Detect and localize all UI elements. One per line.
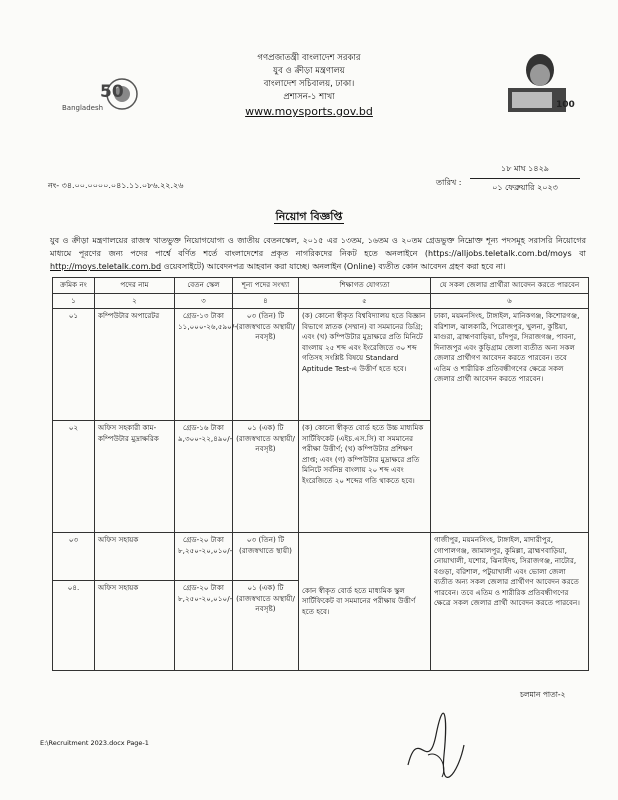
header-govt: গণপ্রজাতন্ত্রী বাংলাদেশ সরকার <box>257 53 361 63</box>
table-row <box>53 309 589 421</box>
row-post: অফিস সহায়ক <box>95 581 175 671</box>
column-number-row <box>53 293 589 309</box>
continued-page-note: চলমান পাতা-২ <box>520 690 566 699</box>
row-serial: ০১ <box>53 309 95 421</box>
col-number: ৪ <box>233 293 299 309</box>
row-districts: ঢাকা, ময়মনসিংহ, টাঙ্গাইল, মানিকগঞ্জ, কিশোরগঞ্জ, বরিশাল, ঝালকাঠি, পিরোজপুর, খুলনা, কুষ্টিয়া, মাগুরা, ব্রাহ্মণবাড়িয়া, চাঁদপুর, সিরাজগঞ্জ, পাবনা, দিনাজপুর এবং কুড়িগ্রাম জেলা ব্যতীত অন্য সকল জেলার প্রার্থীগণ আবেদন করতে পারবেন। তবে এতিম ও শারীরিক প্রতিবন্ধীগণের ক্ষেত্রে সকল জেলার প্রার্থী আবেদন করতে পারবেন। <box>431 309 589 533</box>
col-number: ৩ <box>175 293 233 309</box>
memo-number: নং- ৩৪.০০.০০০০.০৪১.১১.০৮৬.২২.২৬ <box>48 181 184 190</box>
intro-paragraph <box>50 234 586 273</box>
col-number: ৬ <box>431 293 589 309</box>
col-number: ১ <box>53 293 95 309</box>
logo-left-text: Bangladesh <box>62 104 104 112</box>
row-scale: গ্রেড-২০ টাকা ৮,২৫০-২০,০১০/- <box>175 533 233 581</box>
signature-scribble <box>398 705 478 785</box>
col-header: ক্রমিক নং <box>53 278 95 294</box>
row-serial: ০৪. <box>53 581 95 671</box>
vacancy-table <box>52 277 589 671</box>
logo-50-number: 50 <box>100 82 124 102</box>
teletalk-link[interactable]: http://moys.teletalk.com.bd <box>50 262 162 271</box>
page-title: নিয়োগ বিজ্ঞপ্তি <box>275 210 343 223</box>
row-vacancy: ০৩ (তিন) টি (রাজস্বখাতে অস্থায়ী/ নবসৃষ্ট) <box>233 309 299 421</box>
row-post: অফিস সহায়ক <box>95 533 175 581</box>
header-section: প্রশাসন-১ শাখা <box>283 92 335 102</box>
row-qualification: (ক) কোনো স্বীকৃত বোর্ড হতে উচ্চ মাধ্যমিক সার্টিফিকেট (এইচ.এস.সি) বা সমমানের পরীক্ষা উত্তীর্ণ; (খ) কম্পিউটার প্রশিক্ষণ প্রাপ্ত; এবং (গ) কম্পিউটার মুদ্রাক্ষরে প্রতি মিনিটে সর্বনিম্ন বাংলায় ২০ শব্দ এবং ইংরেজিতে ২০ শব্দের গতি থাকতে হবে। <box>299 421 431 533</box>
row-qualification: কোন স্বীকৃত বোর্ড হতে মাধ্যমিক স্কুল সার্টিফিকেট বা সমমানের পরীক্ষায় উত্তীর্ণ হতে হবে। <box>299 533 431 671</box>
date-english: ০১ ফেব্রুয়ারি ২০২৩ <box>492 183 558 192</box>
row-post: কম্পিউটার অপারেটর <box>95 309 175 421</box>
row-districts: গাজীপুর, ময়মনসিংহ, টাঙ্গাইল, মাদারীপুর, গোপালগঞ্জ, জামালপুর, কুমিল্লা, ব্রাহ্মণবাড়িয়া, নোয়াখালী, যশোর, ঝিনাইদহ, সিরাজগঞ্জ, নাটোর, বগুড়া, বরিশাল, পটুয়াখালী এবং ভোলা জেলা ব্যতীত অন্য সকল জেলার প্রার্থীগণ আবেদন করতে পারবেন। তবে এতিম ও শারীরিক প্রতিবন্ধীগণের ক্ষেত্রে সকল জেলার প্রার্থী আবেদন করতে পারবেন। <box>431 533 589 671</box>
date-bangla: ১৮ মাঘ ১৪২৯ <box>470 163 580 179</box>
row-vacancy: ০১ (এক) টি (রাজস্বখাতে অস্থায়ী/ নবসৃষ্ট) <box>233 421 299 533</box>
row-serial: ০২ <box>53 421 95 533</box>
row-qualification: (ক) কোনো স্বীকৃত বিশ্ববিদ্যালয় হতে বিজ্ঞান বিভাগে স্নাতক (সম্মান) বা সমমানের ডিগ্রি; এবং (খ) কম্পিউটার মুদ্রাক্ষরে প্রতি মিনিটে বাংলায় ২৫ শব্দ এবং ইংরেজিতে ৩০ শব্দ গতিসহ সংশ্লিষ্ট বিষয়ে Standard Aptitude Test-এ উত্তীর্ণ হতে হবে। <box>299 309 431 421</box>
footer-file-path: E:\Recruitment 2023.docx Page-1 <box>40 739 149 747</box>
date-label: তারিখ : <box>436 178 462 187</box>
row-scale: গ্রেড-১৬ টাকা ৯,৩০০-২২,৪৯০/- <box>175 421 233 533</box>
col-number: ২ <box>95 293 175 309</box>
date-block <box>436 163 580 195</box>
row-scale: গ্রেড-১৩ টাকা ১১,০০০-২৬,৫৯০/- <box>175 309 233 421</box>
bangladesh-50-logo <box>60 72 142 118</box>
header-ministry: যুব ও ক্রীড়া মন্ত্রণালয় <box>273 66 345 76</box>
row-vacancy: ০৩ (তিন) টি (রাজস্বখাতে স্থায়ী) <box>233 533 299 581</box>
row-post: অফিস সহকারী কাম-কম্পিউটার মুদ্রাক্ষরিক <box>95 421 175 533</box>
col-header: বেতন স্কেল <box>175 278 233 294</box>
row-serial: ০৩ <box>53 533 95 581</box>
col-number: ৫ <box>299 293 431 309</box>
col-header: শিক্ষাগত যোগ্যতা <box>299 278 431 294</box>
intro-text-2: ওয়েবসাইটে) আবেদনপত্র আহবান করা যাচ্ছে। অনলাইন (Online) ব্যতীত কোন আবেদন গ্রহণ করা হবে না। <box>161 262 506 271</box>
table-row <box>53 533 589 581</box>
header-secretariat: বাংলাদেশ সচিবালয়, ঢাকা। <box>263 79 355 89</box>
table-header-row <box>53 278 589 294</box>
intro-text-1: যুব ও ক্রীড়া মন্ত্রণালয়ের রাজস্ব খাতভুক্ত নিয়োগযোগ্য ও জাতীয় বেতনস্কেল, ২০১৫ এর ১৩তম, ১৬তম ও ২০তম গ্রেডভুক্ত নিম্নোক্ত শূন্য পদসমূহ সরাসরি নিয়োগের মাধ্যমে পূরণের জন্য পদের পার্শ্বে বর্ণিত শর্তে বাংলাদেশের প্রকৃত নাগরিকদের নিকট হতে অনলাইনে (https://alljobs.teletalk.com.bd/moys বা <box>50 236 586 258</box>
logo-100-number: 100 <box>556 100 575 110</box>
col-header: শূন্য পদের সংখ্যা <box>233 278 299 294</box>
col-header: যে সকল জেলার প্রার্থীরা আবেদন করতে পারবেন <box>431 278 589 294</box>
col-header: পদের নাম <box>95 278 175 294</box>
header-website-link[interactable]: www.moysports.gov.bd <box>245 105 373 118</box>
mujib-100-logo <box>500 48 580 122</box>
row-vacancy: ০১ (এক) টি (রাজস্বখাতে অস্থায়ী/ নবসৃষ্ট) <box>233 581 299 671</box>
row-scale: গ্রেড-২০ টাকা ৮,২৫০-২০,০১০/- <box>175 581 233 671</box>
